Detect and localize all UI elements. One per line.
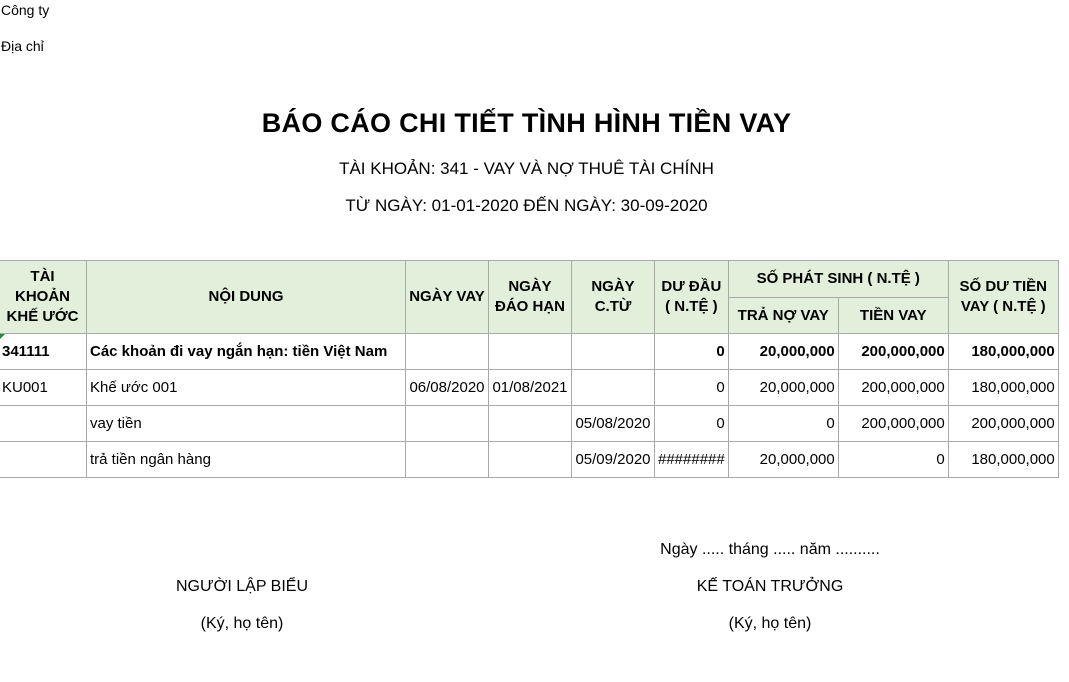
- cell-loan-date[interactable]: [406, 442, 489, 478]
- header-opening-balance: DƯ ĐẦU ( N.TỆ ): [655, 261, 729, 334]
- header-voucher-date: NGÀY C.TỪ: [572, 261, 655, 334]
- cell-borrowing[interactable]: 200,000,000: [838, 370, 948, 406]
- cell-due-date[interactable]: [489, 442, 572, 478]
- cell-account[interactable]: 341111: [0, 334, 87, 370]
- cell-opening-balance[interactable]: ########: [655, 442, 729, 478]
- header-borrowing: TIỀN VAY: [838, 298, 948, 334]
- cell-voucher-date[interactable]: 05/09/2020: [572, 442, 655, 478]
- cell-opening-balance[interactable]: 0: [655, 334, 729, 370]
- cell-closing-balance[interactable]: 180,000,000: [948, 334, 1058, 370]
- cell-closing-balance[interactable]: 180,000,000: [948, 370, 1058, 406]
- table-row: [0, 442, 1058, 478]
- address-label: Địa chỉ: [1, 38, 44, 54]
- cell-loan-date[interactable]: 06/08/2020: [406, 370, 489, 406]
- cell-content[interactable]: Các khoản đi vay ngắn hạn: tiền Việt Nam: [87, 334, 406, 370]
- table-row: [0, 334, 1058, 370]
- cell-closing-balance[interactable]: 200,000,000: [948, 406, 1058, 442]
- cell-account[interactable]: [0, 442, 87, 478]
- header-repayment: TRẢ NỢ VAY: [728, 298, 838, 334]
- cell-loan-date[interactable]: [406, 334, 489, 370]
- cell-marker: [0, 334, 5, 340]
- preparer-note: (Ký, họ tên): [200, 615, 284, 632]
- cell-borrowing[interactable]: 200,000,000: [838, 406, 948, 442]
- cell-account[interactable]: KU001: [0, 370, 87, 406]
- header-content: NỘI DUNG: [87, 261, 406, 334]
- cell-due-date[interactable]: 01/08/2021: [489, 370, 572, 406]
- cell-due-date[interactable]: [489, 334, 572, 370]
- cell-due-date[interactable]: [489, 406, 572, 442]
- header-due-date: NGÀY ĐÁO HẠN: [489, 261, 572, 334]
- preparer-title: NGƯỜI LẬP BIỂU: [175, 578, 308, 595]
- header-movement-group: SỐ PHÁT SINH ( N.TỆ ): [728, 261, 948, 298]
- cell-voucher-date[interactable]: [572, 370, 655, 406]
- cell-borrowing[interactable]: 0: [838, 442, 948, 478]
- header-closing-balance: SỐ DƯ TIỀN VAY ( N.TỆ ): [948, 261, 1058, 334]
- account-line: TÀI KHOẢN: 341 - VAY VÀ NỢ THUÊ TÀI CHÍNH: [339, 159, 714, 178]
- cell-opening-balance[interactable]: 0: [655, 370, 729, 406]
- cell-repayment[interactable]: 20,000,000: [728, 370, 838, 406]
- report-title: BÁO CÁO CHI TIẾT TÌNH HÌNH TIỀN VAY: [261, 108, 792, 138]
- cell-content[interactable]: trả tiền ngân hàng: [87, 442, 406, 478]
- cell-borrowing[interactable]: 200,000,000: [838, 334, 948, 370]
- cell-repayment[interactable]: 20,000,000: [728, 334, 838, 370]
- cell-opening-balance[interactable]: 0: [655, 406, 729, 442]
- cell-content[interactable]: vay tiền: [87, 406, 406, 442]
- cell-content[interactable]: Khế ước 001: [87, 370, 406, 406]
- period-line: TỪ NGÀY: 01-01-2020 ĐẾN NGÀY: 30-09-2020: [345, 196, 708, 215]
- table-row: [0, 406, 1058, 442]
- signature-date-line: Ngày ..... tháng ..... năm ..........: [660, 541, 880, 558]
- table-row: [0, 370, 1058, 406]
- cell-voucher-date[interactable]: [572, 334, 655, 370]
- header-account: TÀI KHOẢN KHẾ ƯỚC: [0, 261, 87, 334]
- cell-repayment[interactable]: 0: [728, 406, 838, 442]
- cell-closing-balance[interactable]: 180,000,000: [948, 442, 1058, 478]
- header-loan-date: NGÀY VAY: [406, 261, 489, 334]
- chief-accountant-note: (Ký, họ tên): [728, 615, 812, 632]
- loan-detail-table: [0, 260, 1059, 478]
- chief-accountant-title: KẾ TOÁN TRƯỞNG: [696, 578, 844, 595]
- cell-voucher-date[interactable]: 05/08/2020: [572, 406, 655, 442]
- cell-account[interactable]: [0, 406, 87, 442]
- company-label: Công ty: [1, 2, 50, 18]
- cell-repayment[interactable]: 20,000,000: [728, 442, 838, 478]
- cell-loan-date[interactable]: [406, 406, 489, 442]
